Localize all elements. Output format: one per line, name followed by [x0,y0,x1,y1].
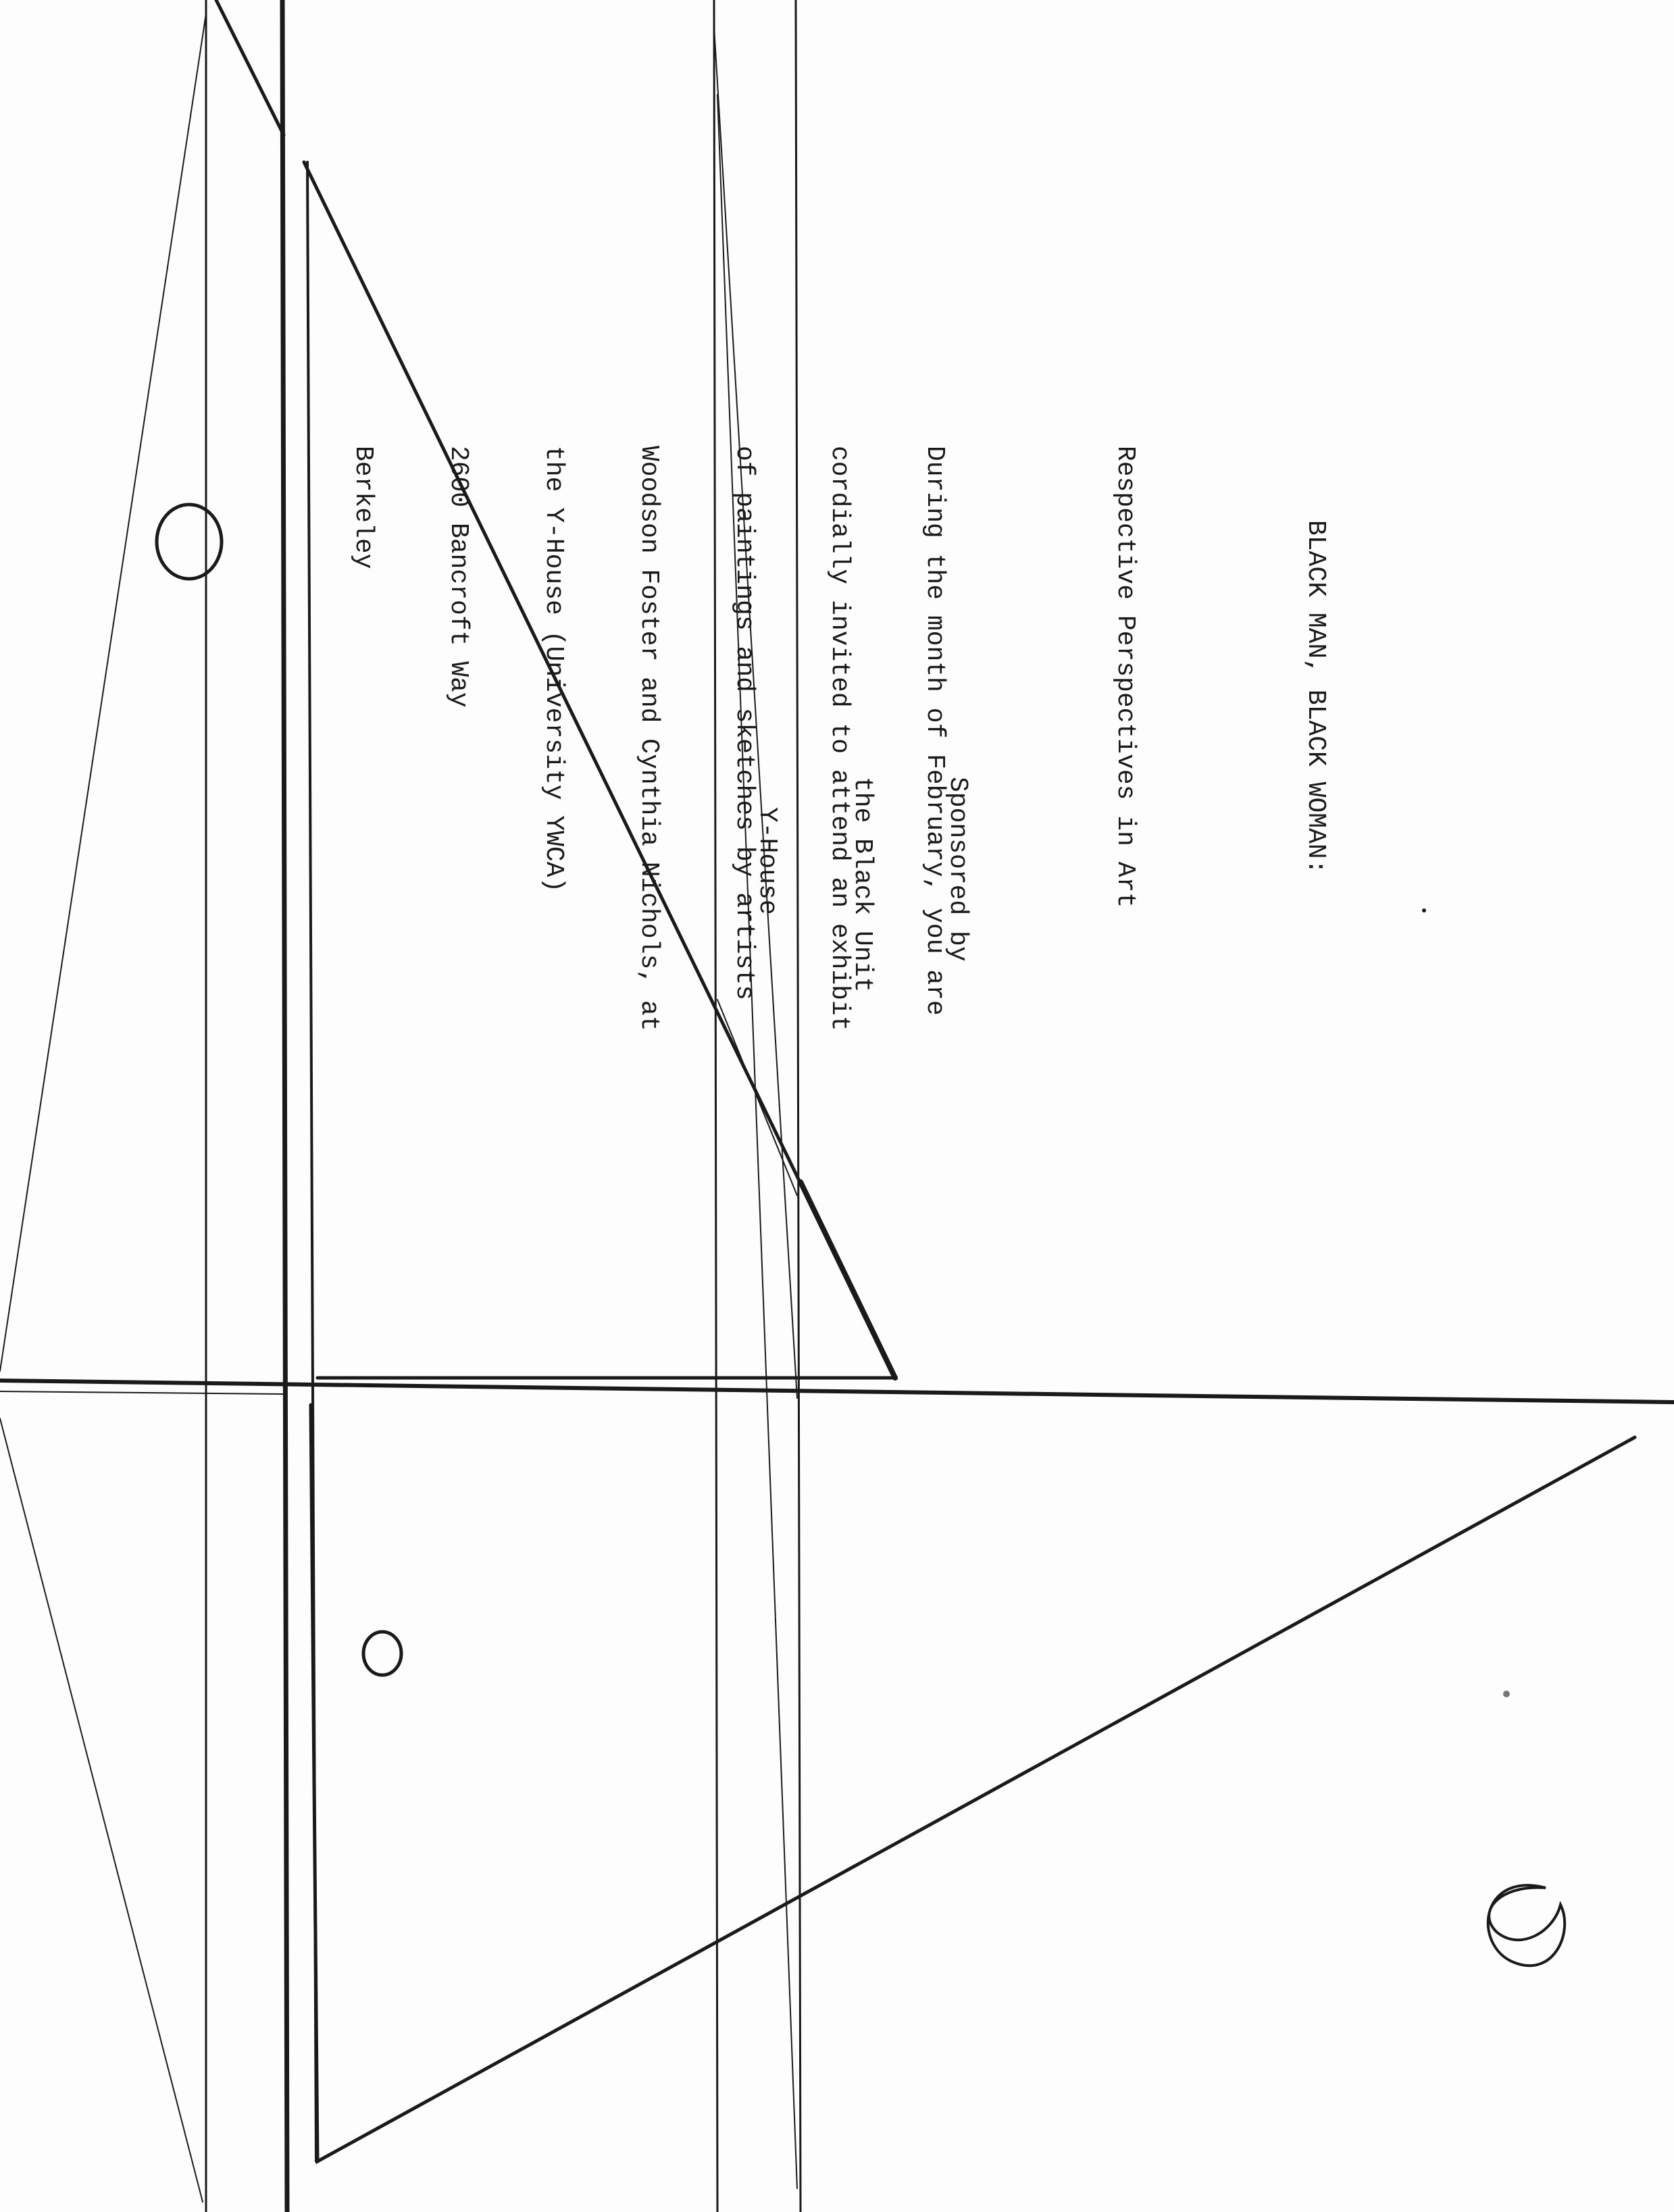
sponsor-line: Y-House [753,807,782,915]
body-line: During the month of February, you are [920,446,949,1016]
top-diagonal [216,0,284,135]
large-circle [157,505,222,579]
body-line: the Y-House (University YWCA) [539,446,568,893]
flyer-title: BLACK MAN, BLACK WOMAN: [1301,520,1330,875]
small-circle [363,1632,401,1675]
thin-diagonal-2 [0,1418,203,2202]
flyer-subtitle: Respective Perspectives in Art [1111,446,1140,908]
body-line: cordially invited to attend an exhibit [825,446,854,1031]
ink-speck [1422,908,1426,912]
horizon-thin-line [0,1391,284,1394]
body-line: 2600 Bancroft Way [444,446,473,708]
thin-diagonal-1 [0,14,206,1371]
sponsor-line: Sponsored by [943,777,972,962]
spacer [1204,446,1236,1459]
body-line: Berkeley [349,446,378,569]
lower-triangle [311,1405,1635,2161]
body-line: of paintings and sketches by artists [730,446,759,1000]
body-line: Woodson Foster and Cynthia Nichols, at [634,446,663,1031]
ink-speck [1503,1691,1510,1697]
sponsor-text [688,777,1037,1250]
sponsor-line: the Black Unit [848,777,877,993]
crescent-moon [1488,1885,1565,1965]
